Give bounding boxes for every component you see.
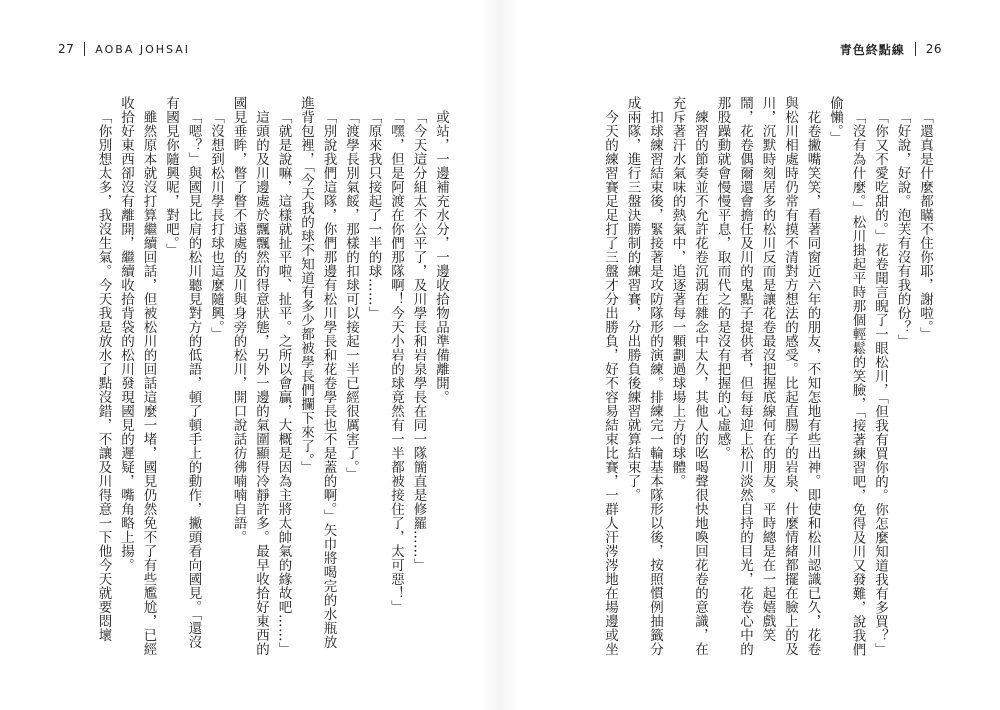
paragraph: 「嘿，但是阿渡在你們那隊啊！今天小岩的球竟然有一半都被接住了，太可惡！」	[388, 109, 404, 614]
running-title: AOBA JOHSAI	[95, 42, 190, 56]
paragraph: 「就是說嘛，這樣就扯平啦、扯平。之所以會贏，大概是因為主將太帥氣的緣故吧……」	[275, 109, 292, 656]
paragraph: 或站，一邊補充水分，一邊收拾物品準備離開。	[433, 109, 449, 404]
paragraph: 「渡學長別氣餒，那樣的扣球可以接起一半已經很厲害了。」	[343, 109, 359, 481]
paragraph: 「原來我只接起了一半的球……」	[365, 109, 382, 320]
paragraph: 「你別想太多，我沒生氣。今天我是放水了點沒錯，不讓及川得意一下他今天就要悶壞	[95, 109, 112, 642]
right-page-body	[572, 96, 936, 656]
right-page	[500, 0, 1000, 710]
paragraph: 「好說，好說。泡芙有沒有我的份？」	[894, 109, 911, 348]
left-page-header	[58, 40, 190, 58]
paragraph: 「沒想到松川學長打球也這麼隨興。」	[208, 109, 224, 341]
page-number: 26	[925, 42, 942, 56]
right-page-header	[840, 40, 942, 58]
header-divider	[915, 42, 916, 56]
header-divider	[84, 42, 85, 56]
paragraph: 這頭的及川邊處於飄飄然的得意狀態，另外一邊的氣圍顯得冷靜許多。最早收拾好東西的國見垂眸，瞥了瞥不遠處的及川與身旁的松川，開口說話彷彿喃喃自語。	[230, 96, 269, 656]
paragraph: 今天的練習賽足足打了三盤才分出勝負，好不容易結束比賽，一群人汗涔涔地在場邊或坐	[602, 109, 618, 656]
paragraph: 「今天這分組太不公平了，及川學長和岩泉學長在同一隊簡直是修羅……」	[410, 109, 427, 572]
paragraph: 「沒有為什麼。」松川掛起平時那個輕鬆的笑臉，「接著練習吧，免得及川又發難，說我們偷懶。」	[827, 96, 866, 656]
left-page-body	[88, 96, 452, 656]
paragraph: 花卷撇嘴笑笑，看著同窗近六年的朋友，不知怎地有些出神。即使和松川認識已久，花卷與松川相處時仍常有摸不清對方想法的感受。比起直腸子的岩泉、什麼情緒都擺在臉上的及川，沉默時刻居多的松川反而是讓花卷最沒把握底線何在的朋友。平時總是在一起嬉戲笑鬧，花卷偶爾還會擔任及川的鬼點子提供者，但每每迎上松川淡然自持的目光，花卷心中的那股躁動就會慢慢平息，取而代之的是沒有把握的心虛感。	[714, 96, 821, 656]
paragraph: 雖然原本就沒打算繼續回話，但被松川的回話這麼一堵，國見仍然免不了有些尷尬，已經收拾好東西卻沒有離開，繼續收拾背袋的松川發現國見的遲疑，嘴角略上揚。	[118, 96, 157, 656]
paragraph: 「你又不愛吃甜的。」花卷聞言睨了一眼松川，「但我有買你的。你怎麼知道我有多買？」	[872, 109, 888, 656]
paragraph: 練習的節奏並不允許花卷沉溺在雜念中太久，其他人的吆喝聲很快地喚回花卷的意識，在充斥著汗水氣味的熱氣中，追逐著每一顆劃過球場上方的球體。	[669, 96, 708, 656]
running-title: 青色終點線	[839, 42, 905, 57]
paragraph: 「還真是什麼都瞞不住你耶，謝啦。」	[917, 109, 933, 341]
page-number: 27	[58, 42, 75, 56]
paragraph: 「嗯？」與國見比肩的松川聽見對方的低語，頓了頓手上的動作，撇頭看向國見。「還沒有國見你隨興呢，對吧。」	[163, 96, 202, 649]
paragraph: 「別說我們這隊，你們那邊有松川學長和花卷學長也不是蓋的啊。」矢巾將喝完的水瓶放進背包裡，「今天我的球不知道有多少都被學長們攔下來了。」	[298, 96, 337, 649]
paragraph: 扣球練習結束後，緊接著是攻防隊形的演練。排練完一輪基本隊形以後，按照慣例抽籤分成兩隊，進行三盤決勝制的練習賽，分出勝負後練習就算結束了。	[624, 96, 663, 656]
